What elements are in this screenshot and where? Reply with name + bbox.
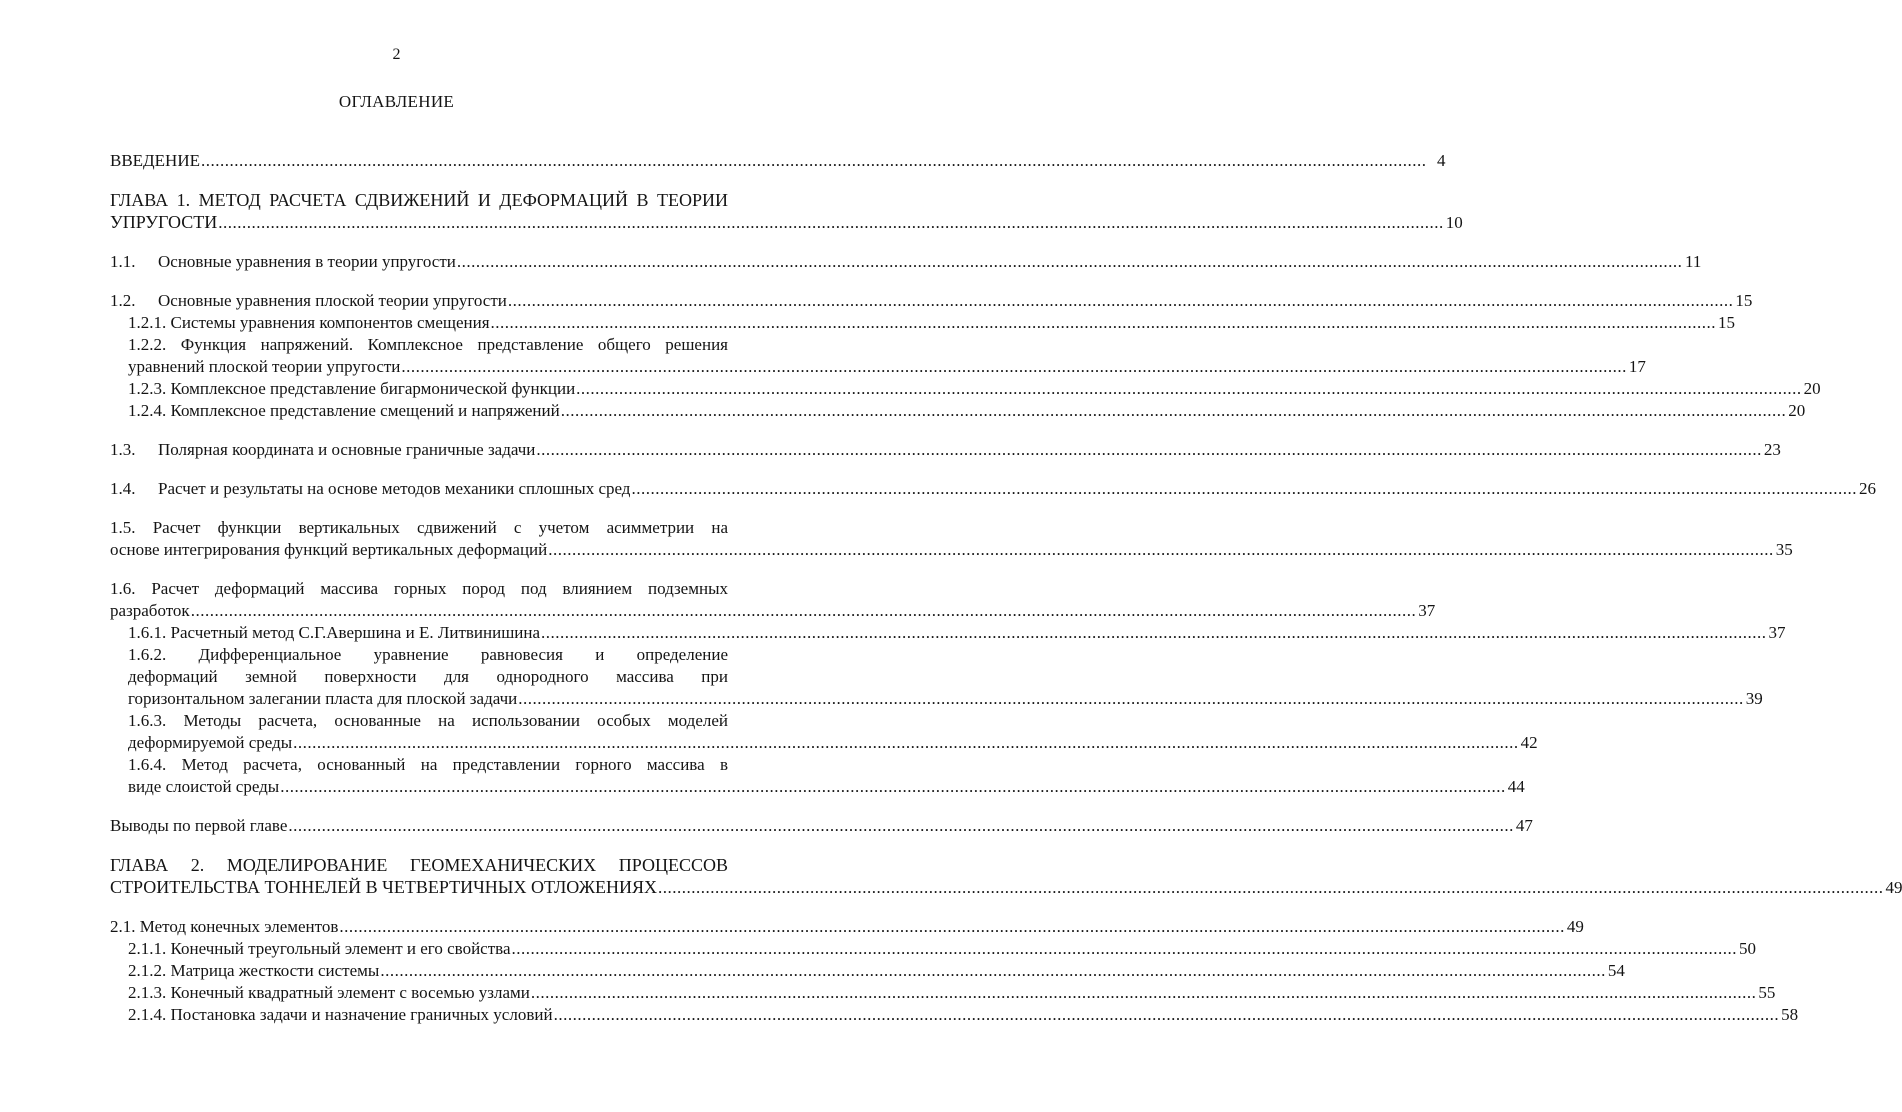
dot-leader — [401, 356, 1627, 378]
toc-entry-text: Расчет и результаты на основе методов механики сплошных сред — [158, 479, 631, 498]
toc-entry-text: 1.6.1. Расчетный метод С.Г.Авершина и Е. Литвинишина — [128, 623, 541, 642]
toc-entry-text: 1.6.4. Метод расчета, основанный на представлении горного массива в — [128, 755, 728, 774]
dot-leader — [508, 290, 1734, 312]
toc-entry-text: уравнений плоской теории упругости — [128, 357, 401, 376]
toc-entry-text: 2.1.1. Конечный треугольный элемент и его свойства — [128, 939, 511, 958]
toc-page-number: 17 — [1628, 357, 1646, 376]
dot-leader — [380, 960, 1606, 982]
toc-entry-1-6-2[interactable] — [110, 644, 1763, 710]
toc-entry-text: 1.6.2. Дифференциальное уравнение равновесия и определение — [128, 645, 728, 664]
toc-entry-1-6[interactable] — [110, 578, 1436, 622]
toc-page-number: 55 — [1758, 983, 1776, 1002]
toc-entry-text: Основные уравнения в теории упругости — [158, 252, 456, 271]
toc-entry-text: ГЛАВА 2. МОДЕЛИРОВАНИЕ ГЕОМЕХАНИЧЕСКИХ ПРОЦЕССОВ — [110, 855, 728, 875]
toc-entry-2-1[interactable] — [110, 916, 1584, 938]
toc-entry-2-1-4[interactable] — [110, 1004, 1799, 1026]
toc-page-number: 42 — [1520, 733, 1538, 752]
dot-leader — [658, 877, 1884, 899]
table-of-contents — [110, 150, 1902, 1026]
dot-leader — [518, 688, 1744, 710]
dot-leader — [339, 916, 1565, 938]
toc-entry-introduction[interactable] — [110, 150, 1446, 172]
toc-entry-text: ГЛАВА 1. МЕТОД РАСЧЕТА СДВИЖЕНИЙ И ДЕФОРМАЦИЙ В ТЕОРИИ — [110, 190, 728, 210]
toc-page-number: 15 — [1718, 313, 1736, 332]
toc-entry-number: 1.3. — [110, 440, 136, 459]
toc-entry-chapter-1[interactable] — [110, 189, 1463, 234]
dot-leader — [576, 378, 1802, 400]
toc-page-number: 20 — [1803, 379, 1821, 398]
dot-leader — [531, 982, 1757, 1004]
toc-entry-2-1-1[interactable] — [110, 938, 1756, 960]
dot-leader — [288, 815, 1514, 837]
toc-entry-1-2-1[interactable] — [110, 312, 1736, 334]
toc-entry-text: Полярная координата и основные граничные задачи — [158, 440, 536, 459]
dot-leader — [536, 439, 1762, 461]
toc-page-number: 39 — [1745, 689, 1763, 708]
dot-leader — [631, 478, 1857, 500]
toc-page-number: 50 — [1738, 939, 1756, 958]
toc-entry-text: 2.1.3. Конечный квадратный элемент с восемью узлами — [128, 983, 530, 1002]
page-number: 2 — [392, 46, 401, 63]
toc-entry-text: 2.1. Метод конечных элементов — [110, 917, 339, 936]
dot-leader — [293, 732, 1519, 754]
dot-leader — [191, 600, 1417, 622]
toc-entry-number: 1.1. — [110, 252, 136, 271]
toc-page-number: 26 — [1858, 479, 1876, 498]
dot-leader — [201, 150, 1427, 172]
toc-entry-text: Основные уравнения плоской теории упругости — [158, 291, 507, 310]
dot-leader — [457, 251, 1683, 273]
toc-entry-text: 1.6.3. Методы расчета, основанные на использовании особых моделей — [128, 711, 728, 730]
toc-entry-1-2-4[interactable] — [110, 400, 1806, 422]
dot-leader — [541, 622, 1767, 644]
toc-entry-1-3[interactable] — [110, 439, 1781, 461]
dot-leader — [491, 312, 1717, 334]
toc-page-number: 54 — [1607, 961, 1625, 980]
toc-page-number: 23 — [1763, 440, 1781, 459]
toc-entry-1-4[interactable] — [110, 478, 1876, 500]
toc-entry-text: разработок — [110, 601, 190, 620]
toc-entry-1-2-2[interactable] — [110, 334, 1646, 378]
toc-page-number: 35 — [1775, 540, 1793, 559]
toc-page-number: 15 — [1735, 291, 1753, 310]
toc-entry-text: УПРУГОСТИ — [110, 212, 218, 232]
toc-page-number: 20 — [1788, 401, 1806, 420]
toc-entry-1-2-3[interactable] — [110, 378, 1821, 400]
toc-entry-2-1-2[interactable] — [110, 960, 1625, 982]
toc-entry-number: 1.4. — [110, 479, 136, 498]
toc-entry-text: 1.2.2. Функция напряжений. Комплексное представление общего решения — [128, 335, 728, 354]
toc-entry-number: 1.2. — [110, 291, 136, 310]
toc-entry-text: Выводы по первой главе — [110, 816, 288, 835]
dot-leader — [561, 400, 1787, 422]
toc-entry-text: 2.1.2. Матрица жесткости системы — [128, 961, 380, 980]
toc-page-number: 49 — [1885, 878, 1902, 897]
toc-page-number: 37 — [1768, 623, 1786, 642]
toc-entry-text: основе интегрирования функций вертикальных деформаций — [110, 540, 548, 559]
page-title: ОГЛАВЛЕНИЕ — [338, 92, 455, 111]
toc-entry-text: деформируемой среды — [128, 733, 293, 752]
toc-entry-text: виде слоистой среды — [128, 777, 280, 796]
dot-leader — [548, 539, 1774, 561]
toc-entry-text: 1.6. Расчет деформаций массива горных пород под влиянием подземных — [110, 579, 728, 598]
toc-entry-text: деформаций земной поверхности для однородного массива при — [128, 667, 728, 686]
toc-entry-1-6-4[interactable] — [110, 754, 1525, 798]
toc-page-number: 58 — [1781, 1005, 1799, 1024]
toc-page-number: 44 — [1507, 777, 1525, 796]
dot-leader — [218, 212, 1444, 234]
toc-entry-1-2[interactable] — [110, 290, 1753, 312]
toc-entry-text: горизонтальном залегании пласта для плоской задачи — [128, 689, 518, 708]
toc-entry-text: 2.1.4. Постановка задачи и назначение граничных условий — [128, 1005, 553, 1024]
toc-entry-1-6-1[interactable] — [110, 622, 1786, 644]
toc-entry-1-1[interactable] — [110, 251, 1702, 273]
toc-entry-2-1-3[interactable] — [110, 982, 1776, 1004]
toc-page-number: 11 — [1684, 252, 1702, 271]
toc-entry-text: 1.2.3. Комплексное представление бигармонической функции — [128, 379, 576, 398]
toc-page-number: 49 — [1566, 917, 1584, 936]
dot-leader — [511, 938, 1737, 960]
toc-entry-text: 1.2.1. Системы уравнения компонентов смещения — [128, 313, 490, 332]
toc-page-number: 47 — [1515, 816, 1533, 835]
toc-page-number: 37 — [1418, 601, 1436, 620]
toc-entry-text: ВВЕДЕНИЕ — [110, 151, 200, 170]
toc-entry-text: 1.2.4. Комплексное представление смещений и напряжений — [128, 401, 560, 420]
toc-entry-text: 1.5. Расчет функции вертикальных сдвижений с учетом асимметрии на — [110, 518, 728, 537]
dot-leader — [554, 1004, 1780, 1026]
toc-page-number: 4 — [1436, 151, 1446, 170]
toc-entry-1-5[interactable] — [110, 517, 1793, 561]
dot-leader — [280, 776, 1506, 798]
toc-entry-text: СТРОИТЕЛЬСТВА ТОННЕЛЕЙ В ЧЕТВЕРТИЧНЫХ ОТЛОЖЕНИЯХ — [110, 877, 657, 897]
toc-entry-chapter-2[interactable] — [110, 854, 1902, 899]
toc-entry-conclusions-chapter-1[interactable] — [110, 815, 1533, 837]
toc-entry-1-6-3[interactable] — [110, 710, 1538, 754]
toc-page-number: 10 — [1445, 213, 1463, 232]
